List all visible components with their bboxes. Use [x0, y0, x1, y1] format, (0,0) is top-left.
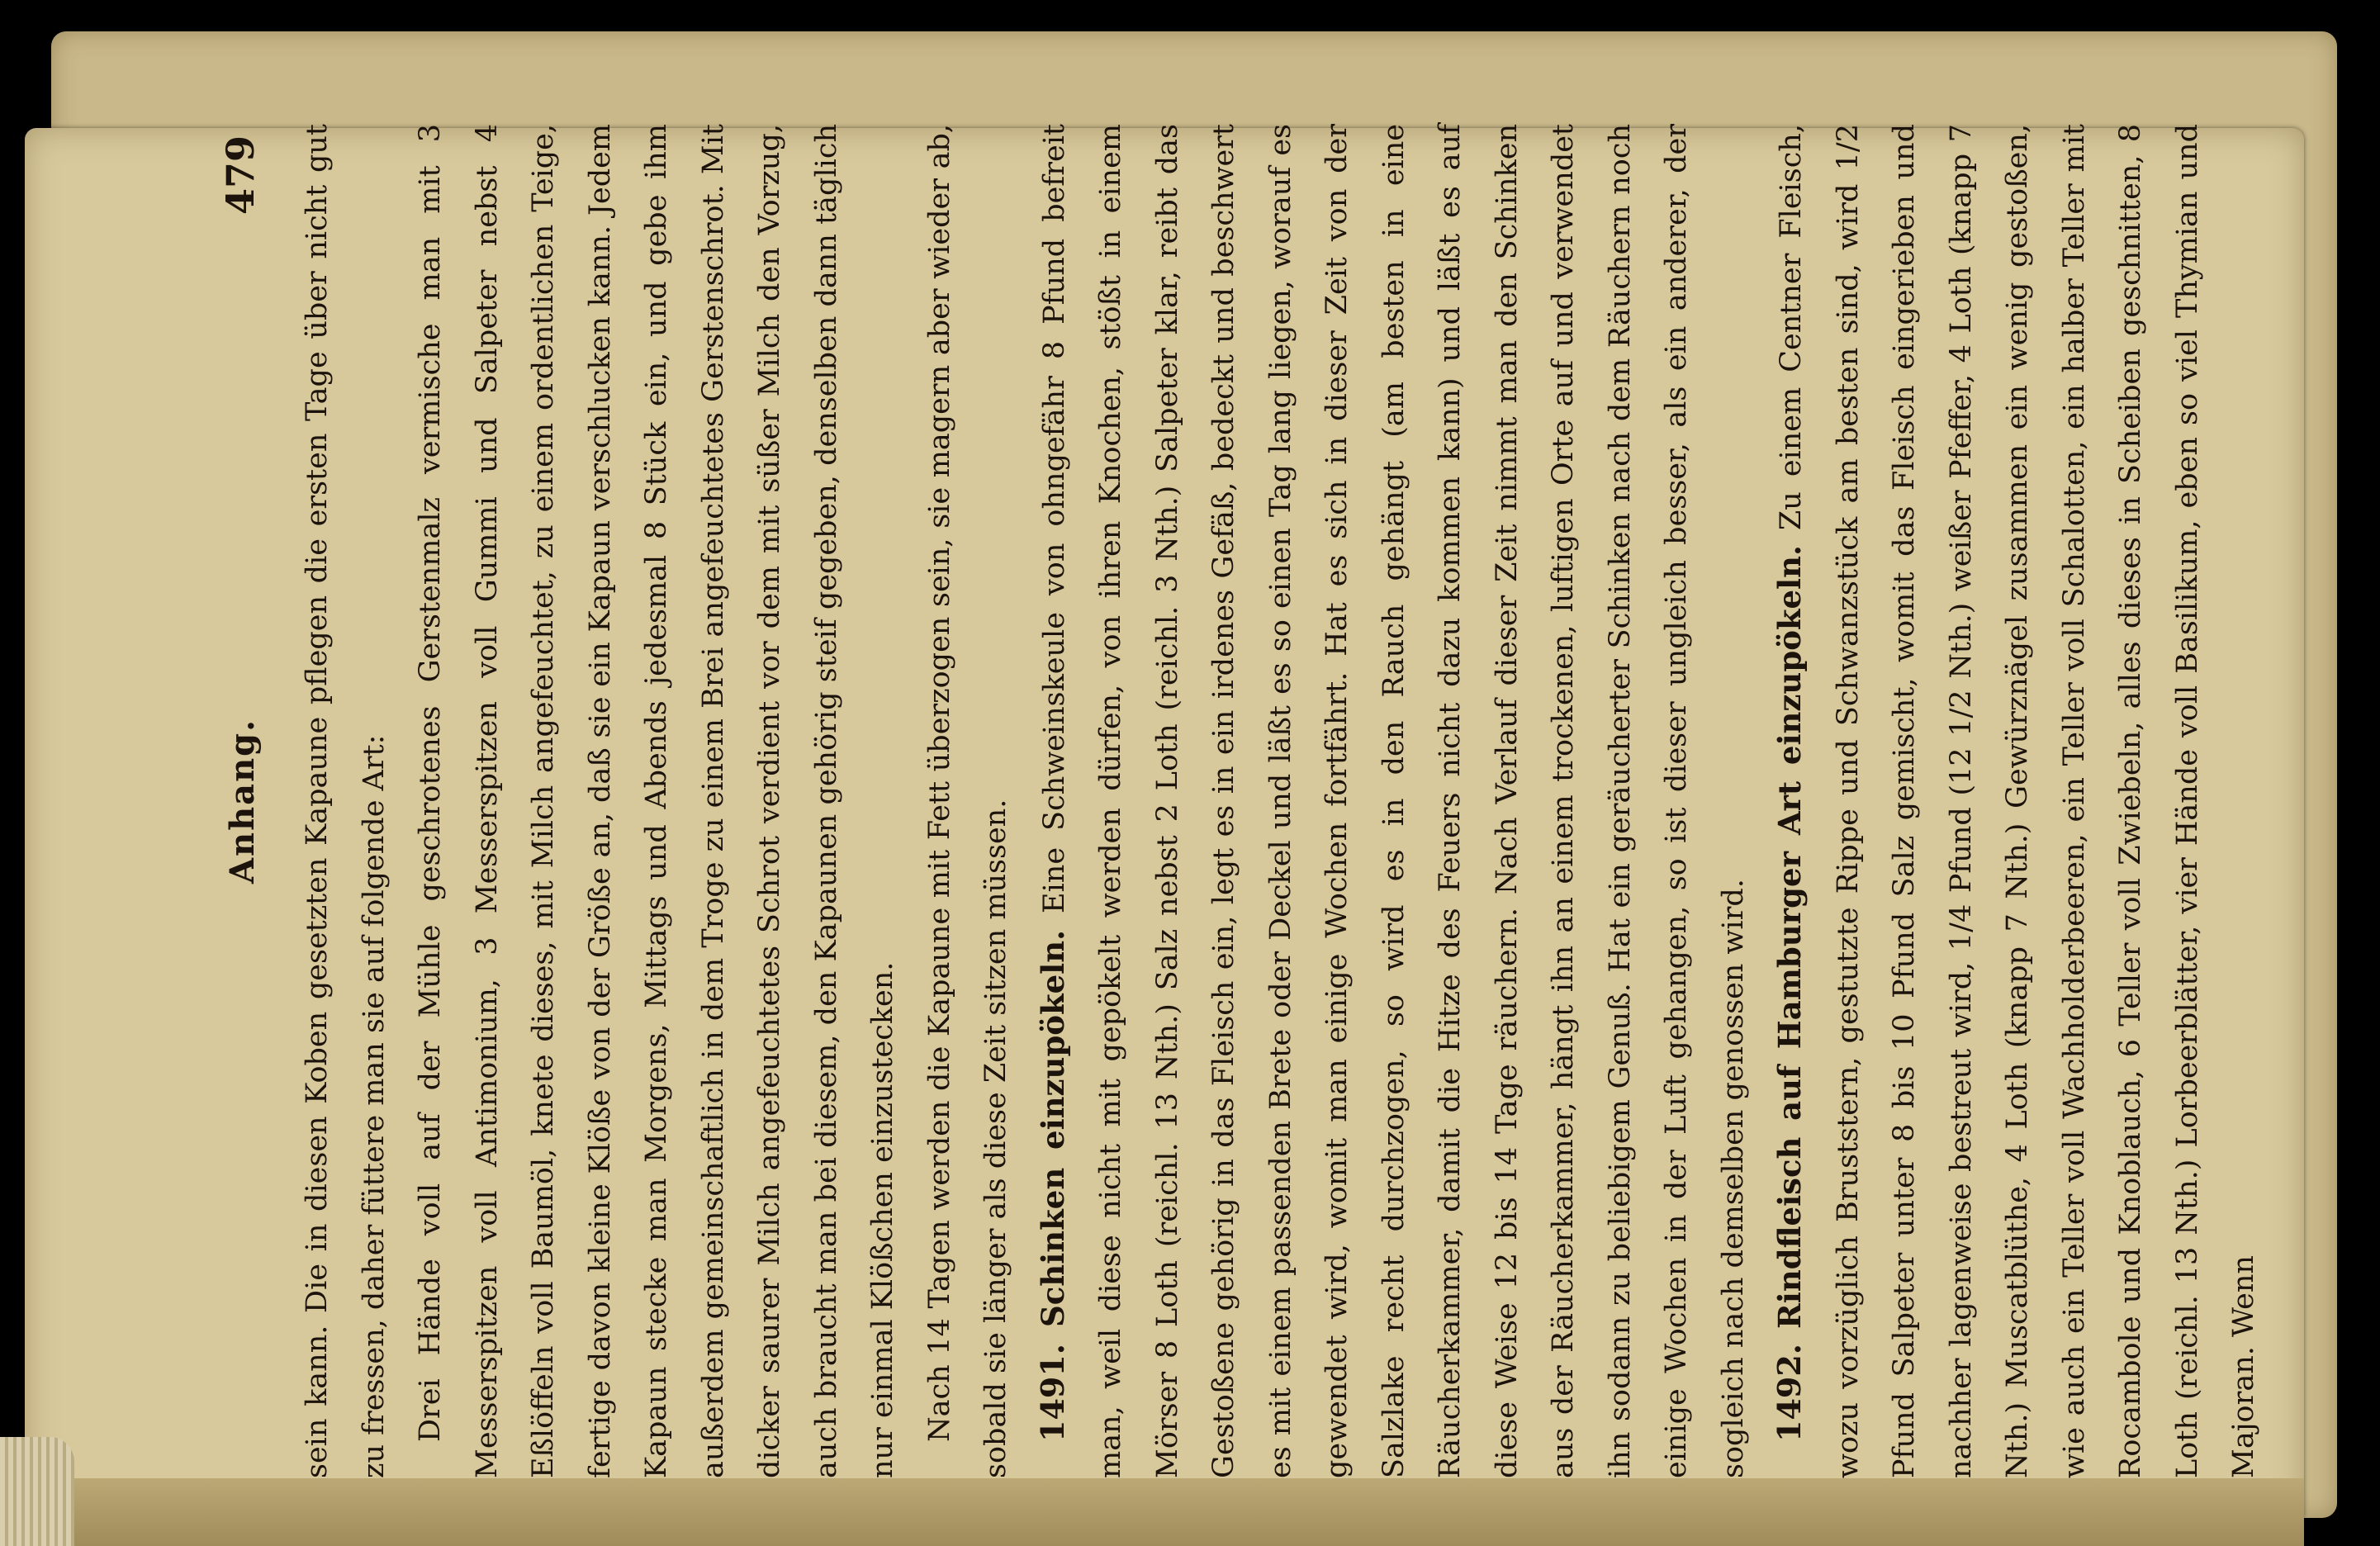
- paragraph-fodder-recipe: Drei Hände voll auf der Mühle geschrotenes Gerstenmalz vermische man mit 3 Messerspitzen voll Antimonium, 3 Messerspitzen voll Gummi und Salpeter nebst 4 Eßlöffeln voll Baumöl, knete dieses, mit Milch angefeuchtet, zu einem ordentlichen Teige, fertige davon kleine Klöße von der Größe an, daß sie ein Kapaun verschlucken kann. Jedem Kapaun stecke man Morgens, Mittags und Abends jedesmal 8 Stück ein, und gebe ihm außerdem gemeinschaftlich in dem Troge zu einem Brei angefeuchtetes Gerstenschrot. Mit dicker saurer Milch angefeuchtetes Schrot verdient vor dem mit süßer Milch den Vorzug, auch braucht man bei diesem, den Kapaunen gehörig steif gegeben, denselben dann täglich nur einmal Klößchen einzustecken.: [414, 124, 899, 1478]
- recipe-text-1492: Zu einem Centner Fleisch, wozu vorzüglich Bruststern, gestutzte Rippe und Schwanzstück am besten sind, wird 1/2 Pfund Salpeter unter 8 bis 10 Pfund Salz gemischt, womit das Fleisch eingerieben und nachher lagenweise bestreut wird, 1/4 Pfund (12 1/2 Nth.) weißer Pfeffer, 4 Loth (knapp 7 Nth.) Muscatblüthe, 4 Loth (knapp 7 Nth.) Gewürznägel zusammen ein wenig gestoßen, wie auch ein Teller voll Wachholderbeeren, ein Teller voll Schalotten, ein halber Teller mit Rocambole und Knoblauch, 6 Teller voll Zwiebeln, alles dieses in Scheiben geschnitten, 8 Loth (reichl. 13 Nth.) Lorbeerblätter, vier Hände voll Basilikum, eben so viel Thymian und Majoran. Wenn: [1775, 124, 2260, 1478]
- recipe-text-1491: Eine Schweinskeule von ohngefähr 8 Pfund befreit man, weil diese nicht mit gepökelt werden dürfen, von ihren Knochen, stößt in einem Mörser 8 Loth (reichl. 13 Nth.) Salz nebst 2 Loth (reichl. 3 Nth.) Salpeter klar, reibt das Gestoßene gehörig in das Fleisch ein, legt es in ein irdenes Gefäß, bedeckt und beschwert es mit einem passenden Brete oder Deckel und läßt es so einen Tag lang liegen, worauf es gewendet wird, womit man einige Wochen fortfährt. Hat es sich in dieser Zeit von der Salzlake recht durchzogen, so wird es in den Rauch gehängt (am besten in eine Räucherkammer, damit die Hitze des Feuers nicht dazu kommen kann) und läßt es auf diese Weise 12 bis 14 Tage räuchern. Nach Verlauf dieser Zeit nimmt man den Schinken aus der Räucherkammer, hängt ihn an einem trockenen, luftigen Orte auf und verwendet ihn sodann zu beliebigem Genuß. Hat ein geräucherter Schinken nach dem Räuchern noch einige Wochen in der Luft gehangen, so ist dieser ungleich besser, als ein anderer, der sogleich nach demselben genossen wird.: [1037, 124, 1750, 1478]
- recipe-heading-1492: Rindfleisch auf Hamburger Art einzupökeln.: [1771, 545, 1808, 1329]
- running-head: [215, 124, 289, 1478]
- recipe-number-1492: 1492.: [1771, 1344, 1808, 1442]
- recipe-heading-1491: Schinken einzupökeln.: [1034, 929, 1071, 1327]
- page-content: [215, 124, 2312, 1478]
- spine-thread: [0, 1437, 74, 1546]
- paragraph-continuation: sein kann. Die in diesen Koben gesetzten Kapaune pflegen die ersten Tage über nicht gut zu fressen, daher füttere man sie auf folgende Art:: [301, 124, 391, 1478]
- recipe-1492: [1761, 124, 2273, 1478]
- recipe-1491: [1025, 124, 1762, 1478]
- body-text: [289, 124, 2273, 1478]
- page-number: 479: [218, 135, 263, 216]
- running-title: Anhang.: [223, 718, 262, 884]
- book-binding: [25, 1478, 2304, 1546]
- paragraph-fattening: Nach 14 Tagen werden die Kapaune mit Fett überzogen sein, sie magern aber wieder ab, sobald sie länger als diese Zeit sitzen müssen.: [922, 124, 1012, 1478]
- recipe-number-1491: 1491.: [1033, 1344, 1071, 1442]
